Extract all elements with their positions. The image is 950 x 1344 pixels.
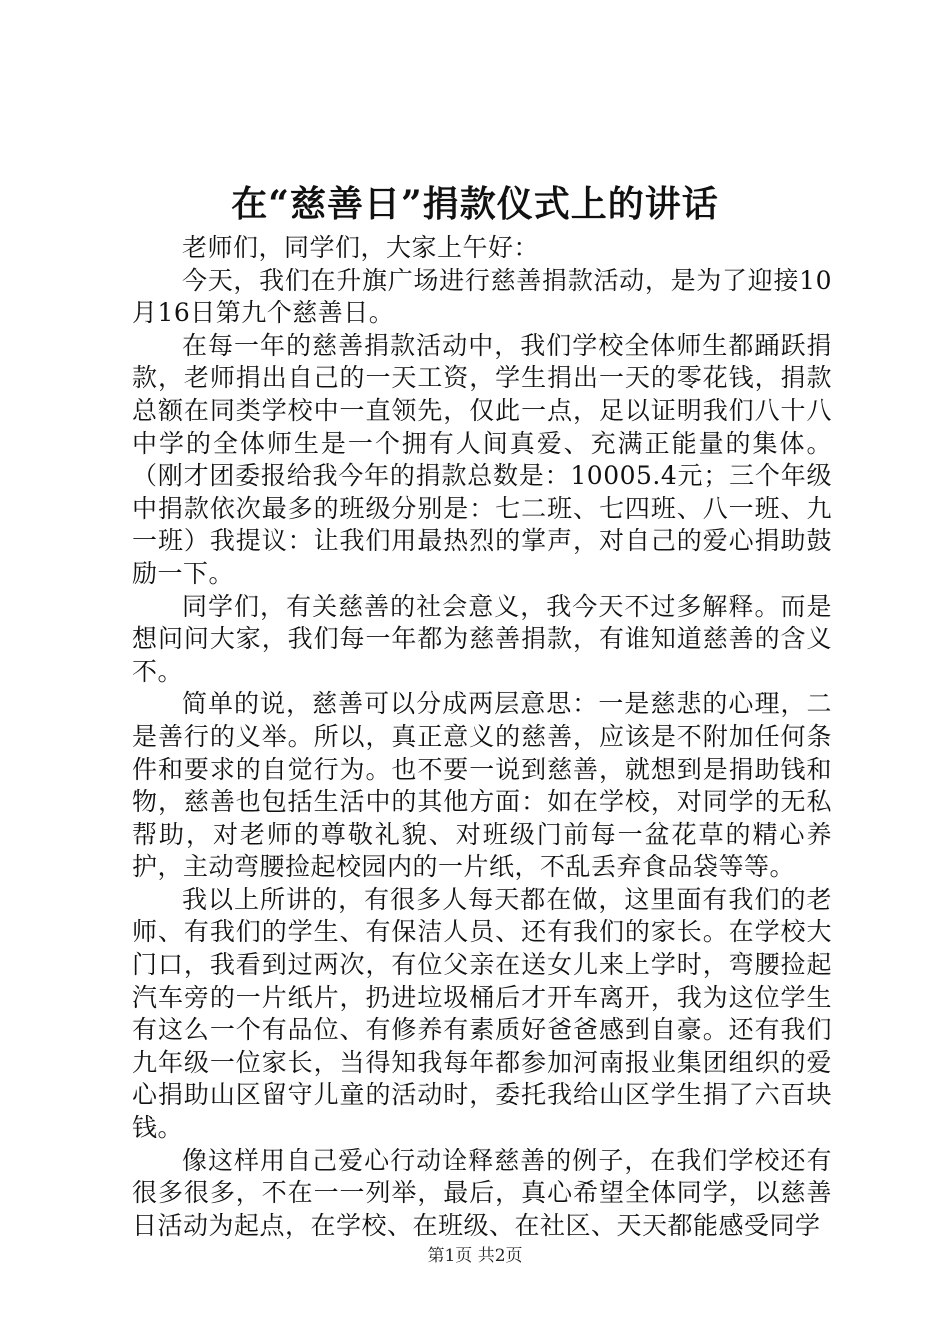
paragraph-6: 像这样用自己爱心行动诠释慈善的例子，在我们学校还有很多很多，不在一一列举，最后，真心希望全体同学，以慈善日活动为起点，在学校、在班级、在社区、天天都能感受同学 xyxy=(132,1145,832,1240)
document-title: 在“慈善日”捐款仪式上的讲话 xyxy=(231,183,719,225)
paragraph-5: 我以上所讲的，有很多人每天都在做，这里面有我们的老师、有我们的学生、有保洁人员、还有我们的家长。在学校大门口，我看到过两次，有位父亲在送女儿来上学时，弯腰捡起汽车旁的一片纸片，扔进垃圾桶后才开车离开，我为这位学生有这么一个有品位、有修养有素质好爸爸感到自豪。还有我们九年级一位家长，当得知我每年都参加河南报业集团组织的爱心捐助山区留守儿童的活动时，委托我给山区学生捐了六百块钱。 xyxy=(132,884,832,1143)
document-body xyxy=(132,232,832,1242)
page-number-footer: 第1页 共2页 xyxy=(427,1246,523,1266)
paragraph-3: 同学们，有关慈善的社会意义，我今天不过多解释。而是想问问大家，我们每一年都为慈善捐款，有谁知道慈善的含义不。 xyxy=(132,591,832,686)
paragraph-2: 在每一年的慈善捐款活动中，我们学校全体师生都踊跃捐款，老师捐出自己的一天工资，学生捐出一天的零花钱，捐款总额在同类学校中一直领先，仅此一点，足以证明我们八十八中学的全体师生是一个拥有人间真爱、充满正能量的集体。（刚才团委报给我今年的捐款总数是：10005.4元；三个年级中捐款依次最多的班级分别是：七二班、七四班、八一班、九一班）我提议：让我们用最热烈的掌声，对自己的爱心捐助鼓励一下。 xyxy=(132,330,832,588)
paragraph-greeting: 老师们，同学们，大家上午好： xyxy=(182,233,540,262)
paragraph-4: 简单的说，慈善可以分成两层意思：一是慈悲的心理，二是善行的义举。所以，真正意义的慈善，应该是不附加任何条件和要求的自觉行为。也不要一说到慈善，就想到是捐助钱和物，慈善也包括生活中的其他方面：如在学校，对同学的无私帮助，对老师的尊敬礼貌、对班级门前每一盆花草的精心养护，主动弯腰捡起校园内的一片纸，不乱丢弃食品袋等等。 xyxy=(132,689,832,882)
paragraph-1: 今天，我们在升旗广场进行慈善捐款活动，是为了迎接10月16日第九个慈善日。 xyxy=(132,265,832,328)
